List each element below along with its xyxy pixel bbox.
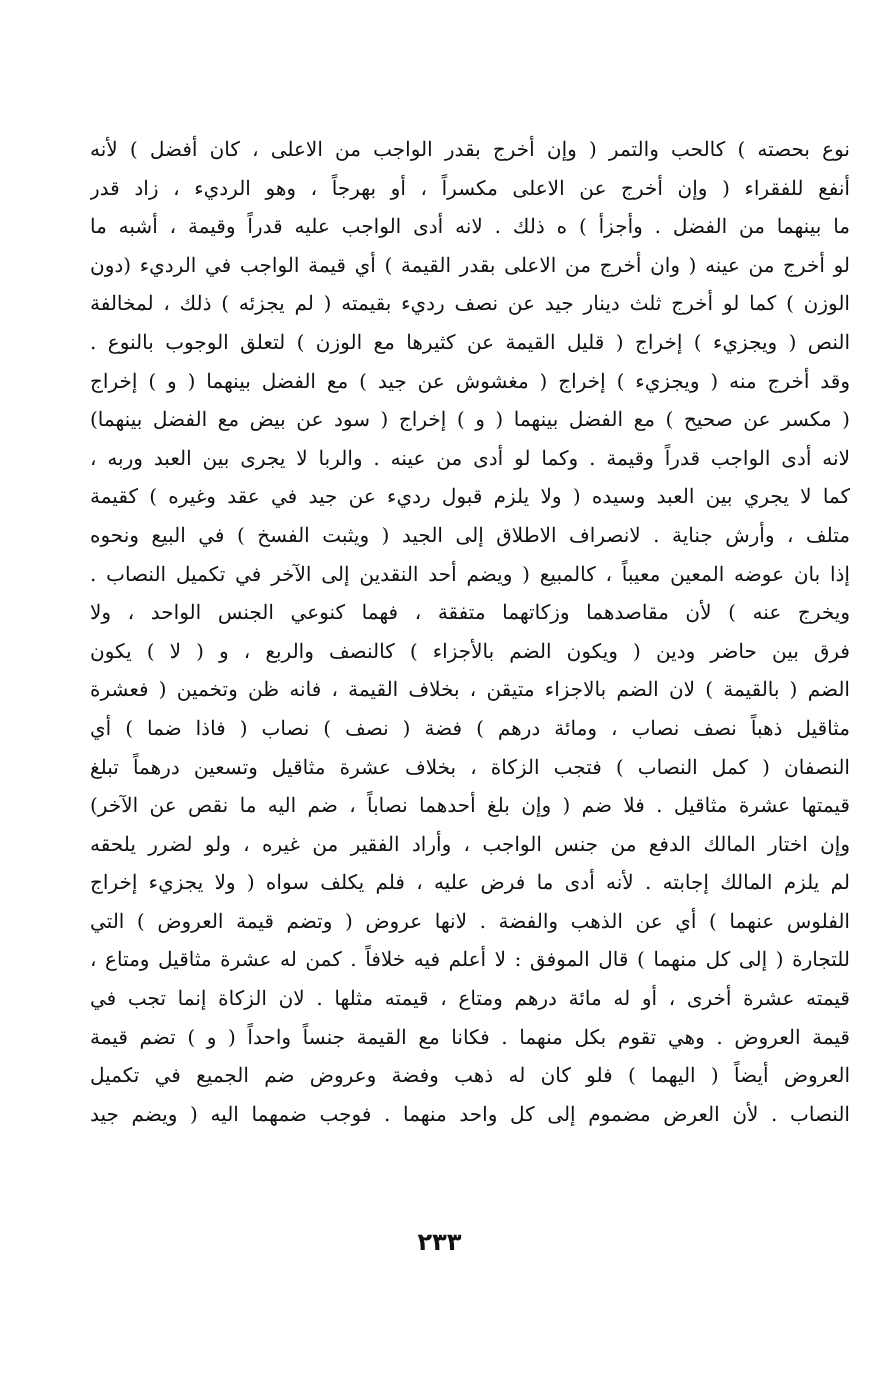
text-line: الفلوس عنهما ) أي عن الذهب والفضة . لانها عروض ( وتضم قيمة العروض ) التي [90, 908, 850, 933]
text-line: ما بينهما من الفضل . وأجزأ ) ه ذلك . لانه أدى الواجب عليه قدراً وقيمة ، أشبه ما [90, 214, 850, 239]
body-text [90, 130, 850, 1133]
text-line: فرق بين حاضر ودين ( ويكون الضم بالأجزاء ) كالنصف والربع ، و ( لا ) يكون [90, 638, 850, 663]
text-line: أنفع للفقراء ( وإن أخرج عن الاعلى مكسراً ، أو بهرجاً ، وهو الرديء ، زاد قدر [90, 175, 850, 200]
text-line: قيمة العروض . وهي تقوم بكل منهما . فكانا مع القيمة جنساً واحداً ( و ) تضم قيمة [90, 1024, 850, 1049]
text-line: كما لا يجري بين العبد وسيده ( ولا يلزم قبول رديء عن جيد في عقد وغيره ) كقيمة [90, 484, 850, 509]
text-line: الوزن ) كما لو أخرج ثلث دينار جيد عن نصف رديء بقيمته ( لم يجزئه ) ذلك ، لمخالفة [90, 291, 850, 316]
text-line: العروض أيضاً ( اليهما ) فلو كان له ذهب وفضة وعروض ضم الجميع في تكميل [90, 1063, 850, 1088]
text-line: لم يلزم المالك إجابته . لأنه أدى ما فرض عليه ، فلم يكلف سواه ( ولا يجزيء إخراج [90, 870, 850, 895]
text-line: قيمته عشرة أخرى ، أو له مائة درهم ومتاع ، قيمته مثلها . لان الزكاة إنما تجب في [90, 986, 850, 1011]
text-line: إذا بان عوضه المعين معيباً ، كالمبيع ( ويضم أحد النقدين إلى الآخر في تكميل النصاب . [90, 561, 850, 586]
text-line: قيمتها عشرة مثاقيل . فلا ضم ( وإن بلغ أحدهما نصاباً ، ضم اليه ما نقص عن الآخر) [90, 793, 850, 818]
text-line: ( مكسر عن صحيح ) مع الفضل بينهما ( و ) إخراج ( سود عن بيض مع الفضل بينهما) [90, 407, 850, 432]
text-line: النصفان ( كمل النصاب ) فتجب الزكاة ، بخلاف عشرة مثاقيل وتسعين درهماً تبلغ [90, 754, 850, 779]
text-line: ويخرج عنه ) لأن مقاصدهما وزكاتهما متفقة ، فهما كنوعي الجنس الواحد ، ولا [90, 600, 850, 625]
text-line: وقد أخرج منه ( ويجزيء ) إخراج ( مغشوش عن جيد ) مع الفضل بينهما ( و ) إخراج [90, 368, 850, 393]
text-line: نوع بحصته ) كالحب والتمر ( وإن أخرج بقدر الواجب من الاعلى ، كان أفضل ) لأنه [90, 137, 850, 161]
text-line: مثاقيل ذهباً نصف نصاب ، ومائة درهم ) فضة ( نصف ) نصاب ( فاذا ضما ) أي [90, 715, 850, 740]
text-line: لانه أدى الواجب قدراً وقيمة . وكما لو أدى من عينه . والربا لا يجرى بين العبد وربه ، [90, 445, 850, 470]
page-number: ٢٣٣ [417, 1228, 462, 1256]
text-line: وإن اختار المالك الدفع من جنس الواجب ، وأراد الفقير من غيره ، ولو لضرر يلحقه [90, 831, 850, 856]
text-line: الضم ( بالقيمة ) لان الضم بالاجزاء متيقن ، بخلاف القيمة ، فانه ظن وتخمين ( فعشرة [90, 677, 850, 702]
text-line: لو أخرج من عينه ( وان أخرج من الاعلى بقدر القيمة ) أي قيمة الواجب في الرديء (دون [90, 252, 850, 277]
text-line: للتجارة ( إلى كل منهما ) قال الموفق : لا أعلم فيه خلافاً . كمن له عشرة مثاقيل ومتاع ، [90, 947, 850, 972]
text-line: النصاب . لأن العرض مضموم إلى كل واحد منهما . فوجب ضمهما اليه ( ويضم جيد [90, 1101, 850, 1126]
text-line: متلف ، وأرش جناية . لانصراف الاطلاق إلى الجيد ( ويثبت الفسخ ) في البيع ونحوه [90, 522, 850, 547]
text-line: النص ( ويجزيء ) إخراج ( قليل القيمة عن كثيرها مع الوزن ) لتعلق الوجوب بالنوع . [90, 329, 850, 354]
